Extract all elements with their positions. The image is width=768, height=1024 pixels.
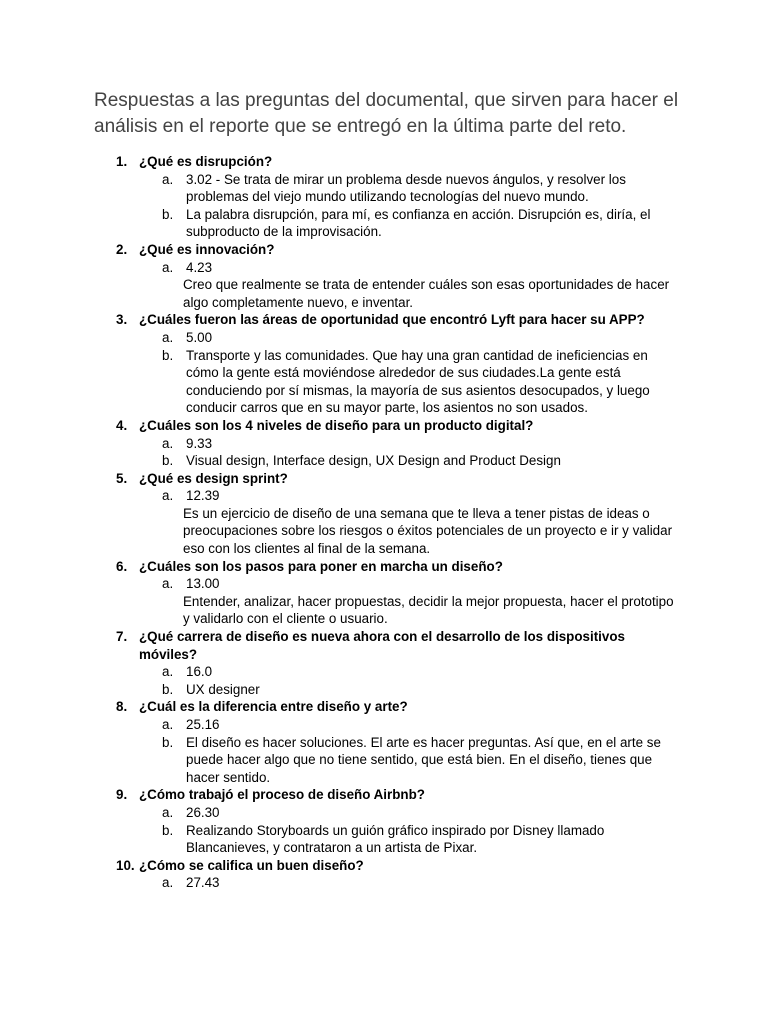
question-text: ¿Qué es design sprint? [139, 470, 288, 486]
answer-list [0, 259, 768, 312]
question-heading [0, 311, 659, 329]
question-text: ¿Cuáles son los 4 niveles de diseño para un producto digital? [139, 417, 534, 433]
answer-letter: a. [162, 875, 174, 891]
answer-letter: b. [162, 453, 174, 469]
answer-item [0, 206, 678, 241]
question-number: 9. [116, 787, 128, 803]
answer-text: Transporte y las comunidades. Que hay una gran cantidad de ineficiencias en cómo la gente está moviéndose alrededor de sus ciudades.La gente está conduciendo por sí mismas, la mayoría de sus asientos desocupados, y luego conducir carros que en su mayor parte, los asientos no son usados. [186, 347, 650, 416]
question-heading [0, 698, 659, 716]
answer-letter: b. [162, 681, 174, 697]
answer-item [0, 663, 678, 681]
answer-letter: a. [162, 435, 174, 451]
question-item [0, 786, 768, 856]
answer-item [0, 804, 678, 822]
answer-text: UX designer [186, 681, 260, 697]
answer-letter: b. [162, 822, 174, 838]
question-item [0, 628, 768, 698]
answer-letter: a. [162, 664, 174, 680]
answer-detail: Entender, analizar, hacer propuestas, decidir la mejor propuesta, hacer el prototipo y validarlo con el cliente o usuario. [183, 593, 674, 627]
answer-text: 12.39 [186, 488, 220, 504]
question-heading [0, 857, 659, 875]
question-number: 10. [116, 857, 135, 873]
answer-item [0, 681, 678, 699]
answer-letter: b. [162, 734, 174, 750]
question-item [0, 153, 768, 241]
answer-list [0, 804, 768, 857]
answer-text: 13.00 [186, 576, 220, 592]
answer-text: La palabra disrupción, para mí, es confianza en acción. Disrupción es, diría, el subproducto de la improvisación. [186, 206, 651, 240]
answer-text: 5.00 [186, 329, 213, 345]
answer-letter: b. [162, 347, 174, 363]
document-title: Respuestas a las preguntas del documental, que sirven para hacer el análisis en el reporte que se entregó en la última parte del reto. [94, 90, 679, 137]
answer-text: 4.23 [186, 259, 213, 275]
question-number: 2. [116, 241, 128, 257]
question-text: ¿Qué carrera de diseño es nueva ahora con el desarrollo de los dispositivos móviles? [139, 629, 625, 662]
answer-list [0, 874, 768, 892]
answer-letter: a. [162, 576, 174, 592]
answer-letter: a. [162, 329, 174, 345]
question-heading [0, 558, 659, 576]
question-text: ¿Cómo trabajó el proceso de diseño Airbnb? [139, 787, 425, 803]
answer-list [0, 575, 768, 628]
question-number: 7. [116, 629, 128, 645]
answer-letter: a. [162, 488, 174, 504]
answer-list [0, 329, 768, 417]
answer-item [0, 874, 678, 892]
answer-letter: b. [162, 206, 174, 222]
question-text: ¿Cuál es la diferencia entre diseño y arte? [139, 699, 408, 715]
question-number: 8. [116, 699, 128, 715]
answer-text: 25.16 [186, 717, 220, 732]
question-item [0, 417, 768, 470]
answer-item [0, 822, 678, 857]
question-number: 1. [116, 154, 128, 169]
answer-detail: Creo que realmente se trata de entender cuáles son esas oportunidades de hacer algo completamente nuevo, e inventar. [183, 277, 670, 310]
question-number: 6. [116, 558, 128, 574]
answer-item [0, 329, 678, 347]
answer-item [0, 487, 678, 557]
question-item [0, 558, 768, 628]
answer-text: 9.33 [186, 435, 213, 451]
answer-list [0, 487, 768, 557]
answer-text: El diseño es hacer soluciones. El arte es hacer preguntas. Así que, en el arte se puede hacer algo que no tiene sentido, que está bien. En el diseño, tienes que hacer sentido. [186, 734, 661, 785]
answer-text: 26.30 [186, 804, 220, 820]
answer-item [0, 452, 678, 470]
answer-item [0, 575, 678, 628]
answer-list [0, 716, 768, 786]
question-text: ¿Cuáles fueron las áreas de oportunidad que encontró Lyft para hacer su APP? [139, 312, 645, 328]
question-heading [0, 470, 659, 488]
question-number: 3. [116, 312, 128, 328]
question-heading [0, 417, 659, 435]
answer-detail: Es un ejercicio de diseño de una semana que te lleva a tener pistas de ideas o preocupaciones sobre los riesgos o éxitos potenciales de un proyecto e ir y validar eso con los clientes al final de la semana. [183, 505, 673, 557]
answer-letter: a. [162, 717, 174, 732]
answer-item [0, 259, 678, 312]
answer-item [0, 716, 678, 734]
question-heading [0, 241, 659, 259]
question-text: ¿Cómo se califica un buen diseño? [139, 857, 364, 873]
answer-letter: a. [162, 171, 174, 187]
answer-letter: a. [162, 259, 174, 275]
answer-letter: a. [162, 804, 174, 820]
question-item [0, 311, 768, 417]
question-heading [0, 628, 659, 663]
answer-text: Visual design, Interface design, UX Design and Product Design [186, 453, 561, 469]
question-text: ¿Cuáles son los pasos para poner en marcha un diseño? [139, 558, 503, 574]
answer-list [0, 171, 768, 241]
answer-item [0, 435, 678, 453]
question-heading [0, 153, 659, 171]
question-item [0, 470, 768, 558]
question-item [0, 857, 768, 892]
question-number: 5. [116, 470, 128, 486]
answer-list [0, 663, 768, 698]
question-heading [0, 786, 659, 804]
question-text: ¿Qué es disrupción? [139, 154, 273, 169]
answer-text: 27.43 [186, 875, 220, 891]
question-list [0, 153, 768, 892]
question-item [0, 698, 768, 786]
answer-item [0, 347, 678, 417]
question-item [0, 241, 768, 311]
answer-item [0, 734, 678, 787]
answer-text: 16.0 [186, 664, 213, 680]
question-text: ¿Qué es innovación? [139, 241, 275, 257]
question-number: 4. [116, 417, 128, 433]
answer-list [0, 435, 768, 470]
answer-text: Realizando Storyboards un guión gráfico inspirado por Disney llamado Blancanieves, y contrataron a un artista de Pixar. [186, 822, 605, 856]
answer-item [0, 171, 678, 206]
answer-text: 3.02 - Se trata de mirar un problema desde nuevos ángulos, y resolver los problemas del viejo mundo utilizando tecnologías del nuevo mundo. [186, 171, 626, 205]
